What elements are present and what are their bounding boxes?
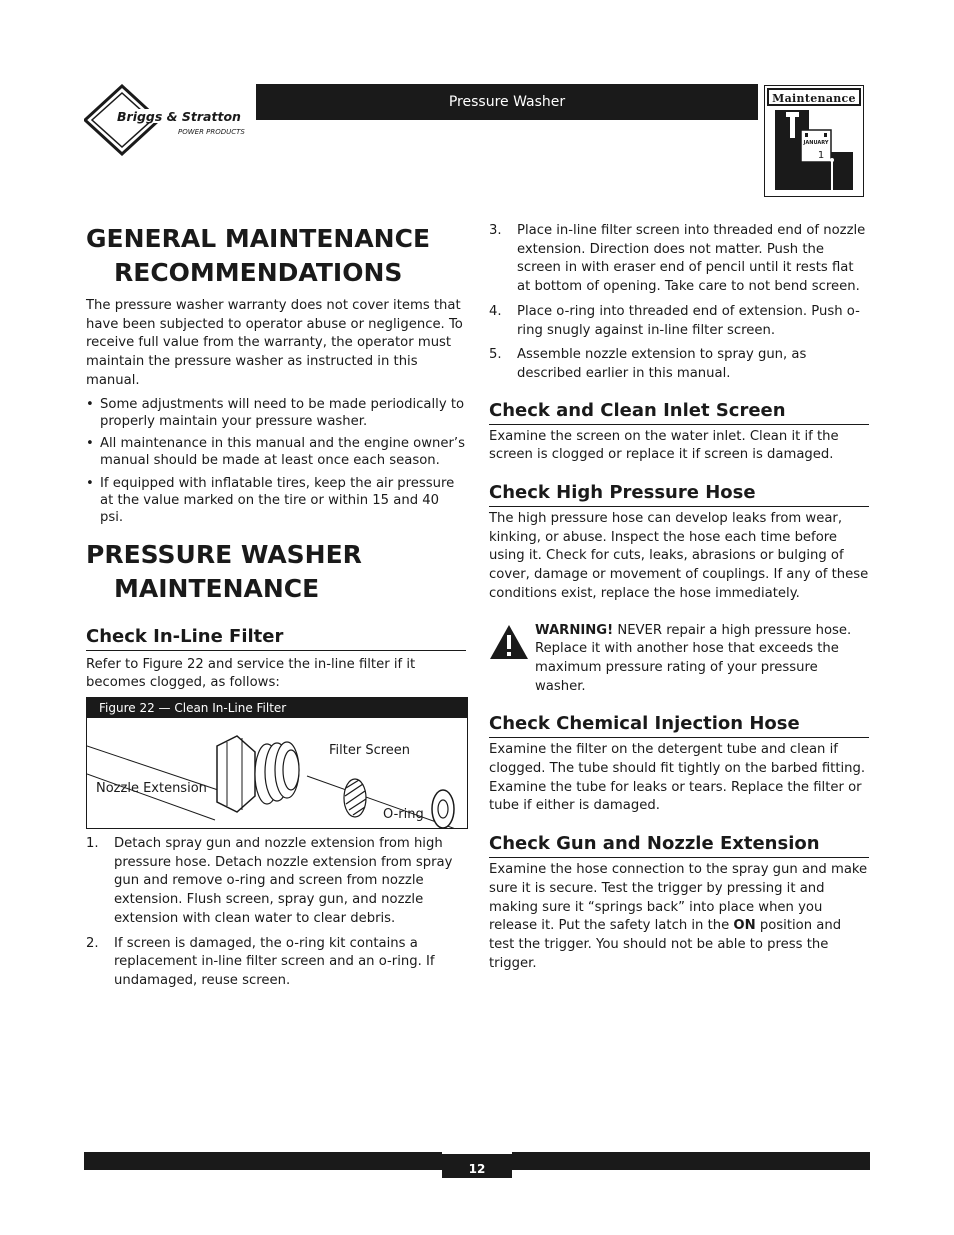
label-o-ring: O-ring (383, 807, 424, 822)
warning-triangle-icon (489, 624, 529, 660)
logo-sub-text: POWER PRODUCTS (178, 128, 245, 136)
calendar-day: 1 (817, 150, 825, 161)
warranty-intro: The pressure washer warranty does not cover items that have been subjected to operator abuse or negligence. To receive full value from the warranty, the operator must maintain the pressure washer as instructed in this manual. (86, 298, 463, 388)
on-position-label: ON (733, 918, 756, 934)
bullet-item: • Some adjustments will need to be made periodically to properly maintain your pressure washer. (86, 396, 466, 431)
filter-steps-continued (489, 222, 869, 384)
calendar-month: JANUARY (803, 140, 829, 146)
label-nozzle-extension: Nozzle Extension (96, 781, 207, 796)
heading-line-2: RECOMMENDATIONS (114, 258, 403, 287)
bullet-item: • All maintenance in this manual and the engine owner’s manual should be made at least once each season. (86, 435, 466, 470)
calendar-icon (801, 130, 831, 162)
warning-label: WARNING! (535, 622, 614, 638)
heading-chemical-injection-hose: Check Chemical Injection Hose (489, 713, 869, 738)
logo-brand-text: Briggs & Stratton (117, 109, 241, 124)
left-column (86, 222, 466, 991)
filter-screen-icon (344, 779, 366, 817)
briggs-stratton-logo (84, 84, 254, 156)
page-number: 12 (442, 1152, 512, 1178)
inlet-screen-text: Examine the screen on the water inlet. Clean it if the screen is clogged or replace it if screen is damaged. (489, 428, 839, 463)
right-column (489, 222, 869, 973)
heading-line-1: PRESSURE WASHER (86, 539, 362, 569)
step-item: 4. Place o-ring into threaded end of extension. Push o-ring snugly against in-line filter screen. (489, 303, 860, 338)
chemical-injection-text: Examine the filter on the detergent tube and clean if clogged. The tube should fit tightly on the barbed fitting. Examine the tube for leaks or tears. Replace the filter or tube if either is damaged. (489, 742, 866, 814)
product-title: Pressure Washer (448, 94, 566, 110)
maintenance-badge-label: Maintenance (772, 92, 856, 105)
heading-line-2: MAINTENANCE (114, 573, 320, 603)
step-item: 1. Detach spray gun and nozzle extension from high pressure hose. Detach nozzle extension from spray gun and remove o-ring and screen from nozzle extension. Flush screen, spray gun, and nozzle extension with clean water to clear debris. (86, 836, 453, 926)
step-item: 3. Place in-line filter screen into threaded end of nozzle extension. Direction does not matter. Push the screen in with eraser end of pencil until it rests flat at bottom of opening. Take care to not bend screen. (489, 223, 866, 295)
label-filter-screen: Filter Screen (329, 743, 411, 758)
maintenance-bullets (86, 396, 466, 527)
heading-pressure-washer-maintenance (86, 538, 466, 606)
o-ring-icon (432, 790, 454, 828)
filter-steps-list (86, 835, 466, 991)
heading-general-maintenance (86, 222, 466, 290)
bullet-item: • If equipped with inflatable tires, keep the air pressure at the value marked on the tire or within 15 and 40 psi. (86, 475, 466, 527)
figure-22 (86, 697, 468, 829)
filter-intro: Refer to Figure 22 and service the in-line filter if it becomes clogged, as follows: (86, 656, 416, 691)
heading-gun-nozzle-extension: Check Gun and Nozzle Extension (489, 833, 869, 858)
heading-check-inline-filter: Check In-Line Filter (86, 626, 466, 651)
maintenance-section-badge (764, 85, 864, 197)
high-pressure-hose-text: The high pressure hose can develop leaks from wear, kinking, or abuse. Inspect the hose each time before using it. Check for cuts, leaks, abrasions or bulging of cover, damage or movement of couplings. If any of these conditions exist, replace the hose immediately. (489, 511, 869, 601)
warning-text: NEVER repair a high pressure hose. Replace it with another hose that exceeds the maximum pressure rating of your pressure washer. (535, 622, 852, 694)
warning-block (489, 622, 869, 697)
heading-line-1: GENERAL MAINTENANCE (86, 224, 431, 253)
header-bar (256, 84, 758, 120)
heading-high-pressure-hose: Check High Pressure Hose (489, 482, 869, 507)
gun-nozzle-text: Examine the hose connection to the spray gun and make sure it is secure. Test the trigger by pressing it and making sure it “springs back” into place when you release it. Put the safety latch in the ON position and test the trigger. You should not be able to press the trigger. (489, 862, 868, 971)
step-item: 5. Assemble nozzle extension to spray gun, as described earlier in this manual. (489, 347, 807, 381)
heading-inlet-screen: Check and Clean Inlet Screen (489, 400, 869, 425)
figure-title: Figure 22 — Clean In-Line Filter (87, 698, 467, 718)
step-item: 2. If screen is damaged, the o-ring kit contains a replacement in-line filter screen and an o-ring. If undamaged, reuse screen. (86, 935, 435, 988)
